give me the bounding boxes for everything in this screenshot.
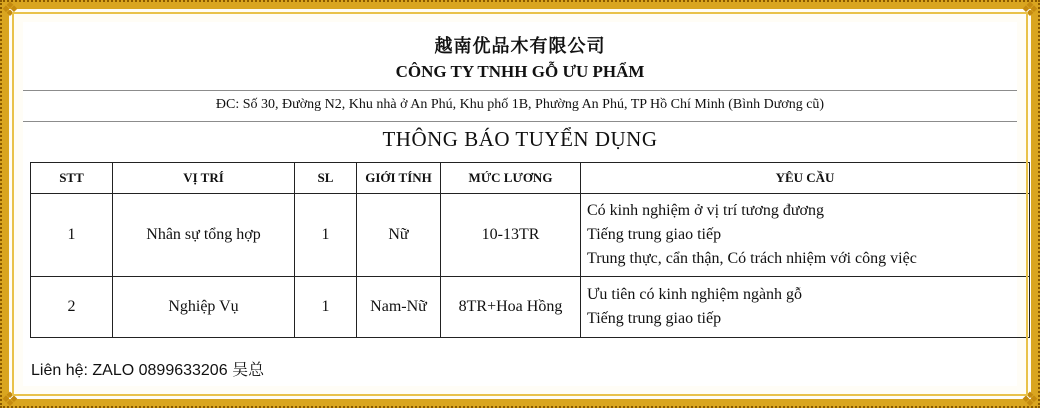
header-position: VỊ TRÍ xyxy=(113,163,295,194)
header-requirements: YÊU CẦU xyxy=(581,163,1030,194)
cell-salary: 10-13TR xyxy=(441,194,581,277)
corner-ornament-icon: ❖ xyxy=(1,0,19,21)
contact-person: 吴总 xyxy=(232,360,265,379)
header-salary: MỨC LƯƠNG xyxy=(441,163,581,194)
cell-quantity: 1 xyxy=(295,194,357,277)
notice-content xyxy=(23,22,1017,386)
notice-title: THÔNG BÁO TUYỂN DỤNG xyxy=(382,127,658,151)
cell-requirements xyxy=(581,277,1030,338)
requirement-item: Tiếng trung giao tiếp xyxy=(587,226,722,243)
cell-gender: Nữ xyxy=(357,194,441,277)
cell-salary: 8TR+Hoa Hồng xyxy=(441,277,581,338)
contact-line xyxy=(31,357,264,380)
table-row xyxy=(31,277,1030,338)
cell-stt: 2 xyxy=(31,277,113,338)
cell-position: Nhân sự tổng hợp xyxy=(113,194,295,277)
requirement-item: Trung thực, cẩn thận, Có trách nhiệm với công việc xyxy=(587,250,917,267)
requirement-item: Tiếng trung giao tiếp xyxy=(587,310,722,327)
company-address: ĐC: Số 30, Đường N2, Khu nhà ở An Phú, Khu phố 1B, Phường An Phú, TP Hồ Chí Minh (Bình Dương cũ) xyxy=(215,97,825,112)
cell-position: Nghiệp Vụ xyxy=(113,277,295,338)
job-table xyxy=(30,162,1030,338)
divider xyxy=(23,90,1017,91)
company-name-vietnamese: CÔNG TY TNHH GỖ ƯU PHẨM xyxy=(395,62,645,81)
contact-label: Liên hệ: ZALO 0899633206 xyxy=(31,362,228,379)
corner-ornament-icon: ❖ xyxy=(1,387,19,411)
cell-quantity: 1 xyxy=(295,277,357,338)
header-gender: GIỚI TÍNH xyxy=(357,163,441,194)
requirement-item: Ưu tiên có kinh nghiệm ngành gỗ xyxy=(587,286,803,303)
cell-requirements xyxy=(581,194,1030,277)
divider xyxy=(23,121,1017,122)
requirement-item: Có kinh nghiệm ở vị trí tương đương xyxy=(587,202,824,219)
cell-gender: Nam-Nữ xyxy=(357,277,441,338)
header-stt: STT xyxy=(31,163,113,194)
header-quantity: SL xyxy=(295,163,357,194)
corner-ornament-icon: ❖ xyxy=(1021,387,1039,411)
cell-stt: 1 xyxy=(31,194,113,277)
table-header-row xyxy=(31,163,1030,194)
table-row xyxy=(31,194,1030,277)
company-name-chinese: 越南优品木有限公司 xyxy=(434,36,606,56)
corner-ornament-icon: ❖ xyxy=(1021,0,1039,21)
